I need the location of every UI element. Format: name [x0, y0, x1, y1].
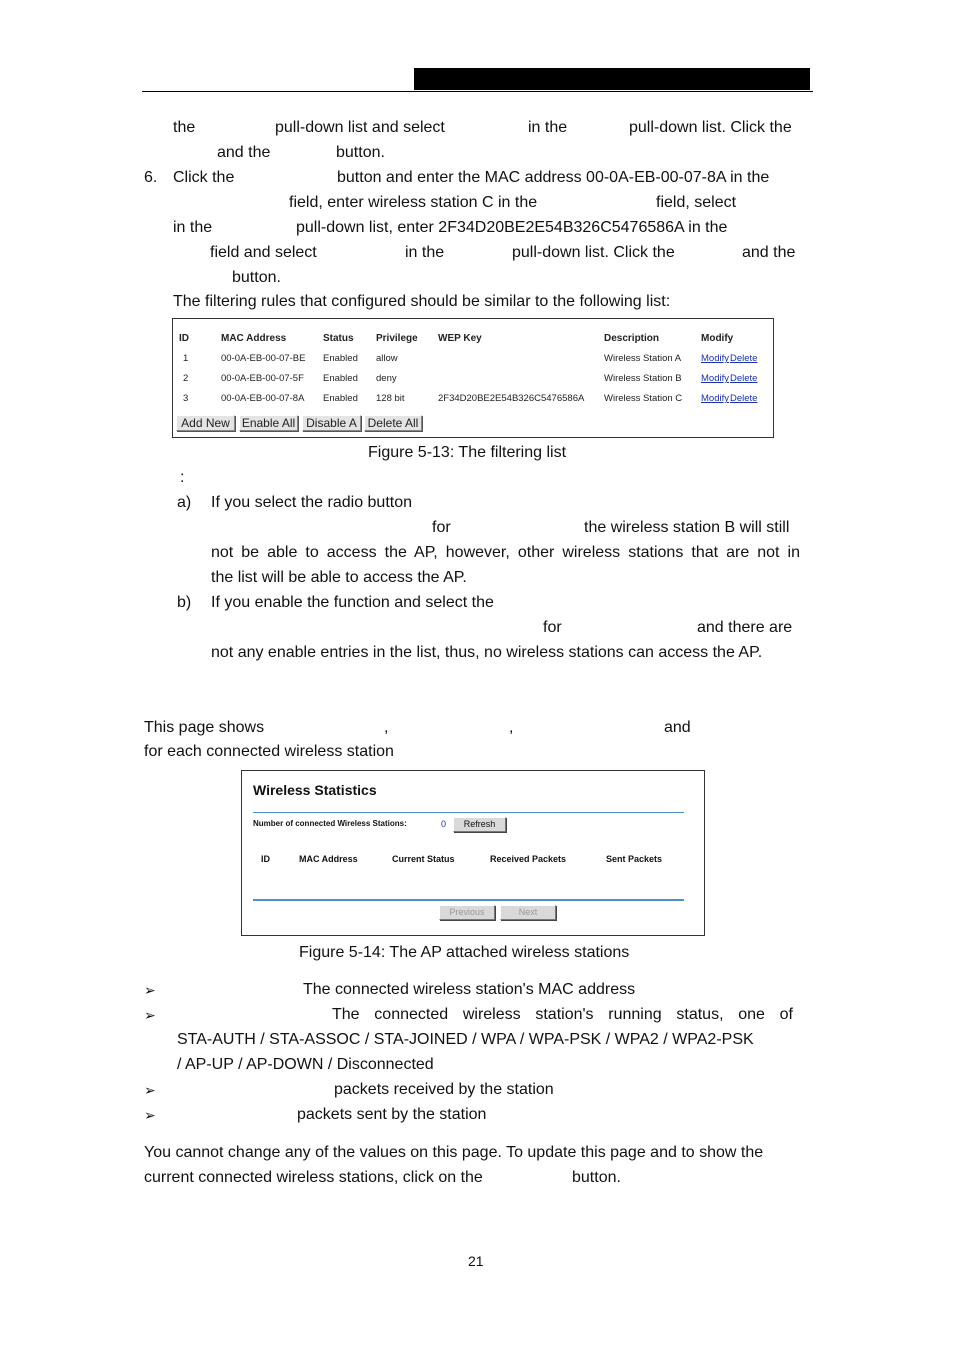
list-label: a) [177, 494, 192, 511]
list-label: b) [177, 594, 192, 611]
delete-all-button[interactable]: Delete All [364, 415, 422, 431]
body-text: for [432, 519, 451, 536]
body-text: for each connected wireless station [144, 743, 394, 760]
table-cell: Wireless Station A [604, 353, 682, 364]
body-text: The connected wireless station's MAC address [303, 981, 636, 998]
body-text: button. [572, 1169, 621, 1186]
station-count-value: 0 [441, 819, 447, 829]
body-text: pull-down list. Click the [629, 119, 792, 136]
body-text: This page shows [144, 719, 265, 736]
body-text: and the [742, 244, 796, 261]
table-cell: Wireless Station C [604, 393, 683, 404]
body-text: If you select the radio button [211, 494, 413, 511]
modify-link[interactable]: Modify [701, 353, 729, 364]
body-text: not be able to access the AP, however, other wireless stations that are not in [211, 544, 800, 561]
body-text: , [384, 719, 389, 736]
col-header-id: ID [179, 333, 189, 344]
bullet-arrow-icon: ➢ [144, 1082, 156, 1098]
delete-link[interactable]: Delete [730, 353, 758, 364]
body-text: in the [528, 119, 568, 136]
body-text: The connected wireless station's running status, one of [332, 1006, 793, 1023]
body-text: pull-down list, enter 2F34D20BE2E54B326C5476586A in the [296, 219, 728, 236]
col-header-mac: MAC Address [221, 333, 287, 344]
table-divider [253, 899, 684, 901]
body-text: and [664, 719, 691, 736]
note-colon: : [180, 469, 185, 486]
refresh-button[interactable]: Refresh [453, 817, 506, 832]
body-text: and there are [697, 619, 793, 636]
table-cell: 2F34D20BE2E54B326C5476586A [438, 393, 585, 404]
body-text: for [543, 619, 562, 636]
col-header-status: Current Status [392, 854, 455, 864]
table-cell: Enabled [323, 353, 358, 364]
body-text: Click the [173, 169, 235, 186]
body-text: field, enter wireless station C in the [289, 194, 538, 211]
body-text: the [173, 119, 196, 136]
body-text: You cannot change any of the values on this page. To update this page and to show the [144, 1144, 764, 1161]
disable-all-button[interactable]: Disable A [302, 415, 361, 431]
table-cell: 1 [183, 353, 189, 364]
body-text: packets received by the station [334, 1081, 554, 1098]
title-divider [253, 812, 684, 813]
body-text: pull-down list and select [275, 119, 445, 136]
figure-caption: Figure 5-14: The AP attached wireless stations [299, 944, 630, 961]
page-number: 21 [468, 1253, 484, 1269]
delete-link[interactable]: Delete [730, 373, 758, 384]
col-header-status: Status [323, 333, 354, 344]
col-header-modify: Modify [701, 333, 734, 344]
body-text: / AP-UP / AP-DOWN / Disconnected [177, 1056, 434, 1073]
body-text: button. [336, 144, 385, 161]
body-text: current connected wireless stations, click on the [144, 1169, 483, 1186]
stats-title: Wireless Statistics [253, 782, 377, 798]
station-count-label: Number of connected Wireless Stations: [253, 819, 407, 828]
table-cell: allow [376, 353, 398, 364]
body-text: , [509, 719, 514, 736]
table-cell: Enabled [323, 373, 358, 384]
body-text: not any enable entries in the list, thus, no wireless stations can access the AP. [211, 644, 763, 661]
previous-button[interactable]: Previous [439, 905, 495, 920]
filtering-list-figure [172, 318, 774, 438]
table-cell: 00-0A-EB-00-07-5F [221, 373, 304, 384]
table-cell: 00-0A-EB-00-07-8A [221, 393, 305, 404]
table-cell: 00-0A-EB-00-07-BE [221, 353, 306, 364]
table-cell: 128 bit [376, 393, 405, 404]
body-text: pull-down list. Click the [512, 244, 675, 261]
add-new-button[interactable]: Add New [176, 415, 235, 431]
body-text: in the [173, 219, 213, 236]
body-text: field, select [656, 194, 737, 211]
col-header-mac: MAC Address [299, 854, 358, 864]
body-text: the wireless station B will still [584, 519, 790, 536]
bullet-arrow-icon: ➢ [144, 1107, 156, 1123]
body-text: button. [232, 269, 281, 286]
col-header-id: ID [261, 854, 270, 864]
body-text: field and select [210, 244, 317, 261]
delete-link[interactable]: Delete [730, 393, 758, 404]
figure-caption: Figure 5-13: The filtering list [368, 444, 567, 461]
col-header-privilege: Privilege [376, 333, 418, 344]
enable-all-button[interactable]: Enable All [239, 415, 298, 431]
col-header-wep: WEP Key [438, 333, 482, 344]
body-text: STA-AUTH / STA-ASSOC / STA-JOINED / WPA / WPA-PSK / WPA2 / WPA2-PSK [177, 1031, 754, 1048]
body-text: packets sent by the station [297, 1106, 487, 1123]
col-header-description: Description [604, 333, 660, 344]
header-rule [142, 91, 813, 92]
step-number: 6. [144, 169, 158, 186]
body-text: and the [217, 144, 271, 161]
table-cell: 3 [183, 393, 189, 404]
body-text: the list will be able to access the AP. [211, 569, 467, 586]
body-text: in the [405, 244, 445, 261]
body-text: The filtering rules that configured should be similar to the following list: [173, 293, 671, 310]
wireless-statistics-figure [241, 770, 705, 936]
col-header-received: Received Packets [490, 854, 567, 864]
next-button[interactable]: Next [500, 905, 556, 920]
bullet-arrow-icon: ➢ [144, 982, 156, 998]
modify-link[interactable]: Modify [701, 393, 729, 404]
body-text: If you enable the function and select the [211, 594, 494, 611]
header-bar [414, 68, 810, 90]
modify-link[interactable]: Modify [701, 373, 729, 384]
body-text: button and enter the MAC address 00-0A-EB-00-07-8A in the [337, 169, 770, 186]
col-header-sent: Sent Packets [606, 854, 663, 864]
table-cell: Wireless Station B [604, 373, 682, 384]
table-cell: deny [376, 373, 397, 384]
table-cell: 2 [183, 373, 189, 384]
table-cell: Enabled [323, 393, 358, 404]
bullet-arrow-icon: ➢ [144, 1007, 156, 1023]
